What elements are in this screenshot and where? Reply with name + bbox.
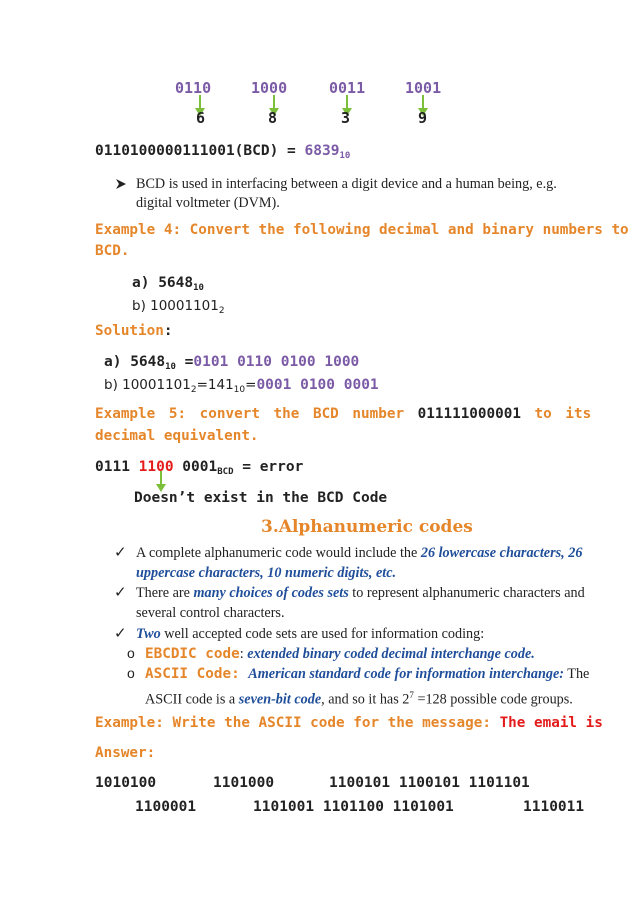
sub2-line-2: ASCII code is a seven-bit code, and so it has $2^7 =128$ possible code groups. bbox=[145, 690, 573, 708]
section-heading: 3.Alphanumeric codes bbox=[261, 517, 473, 537]
bcd-group-3: 0011 bbox=[329, 79, 366, 97]
example5-heading-line-1: Example 5: convert the BCD number 011111000001 to its bbox=[95, 406, 592, 422]
answer-row-2-col-1: 1100001 bbox=[135, 799, 197, 815]
example4-item-a: a) $5648_{10}$ bbox=[132, 275, 204, 293]
check-mark-icon: ✓ bbox=[114, 543, 127, 561]
bcd-group-2: 1000 bbox=[251, 79, 288, 97]
bcd-error-line: 0111 1100 $0001_{BCD}$ = error bbox=[95, 459, 304, 477]
solution-b: b) $10001101_2=141_{10}=0001$ 0100 0001 bbox=[104, 377, 379, 395]
check2-line-2: several control characters. bbox=[136, 605, 285, 621]
bcd-group-4: 1001 bbox=[405, 79, 442, 97]
check3-line-1: Two well accepted code sets are used for information coding: bbox=[136, 626, 485, 642]
answer-row-1-col-2: 1101000 bbox=[213, 775, 275, 791]
circle-bullet-icon: o bbox=[127, 665, 135, 681]
example4-heading-line-1: Example 4: Convert the following decimal and binary numbers to bbox=[95, 222, 629, 238]
check-mark-icon: ✓ bbox=[114, 624, 127, 642]
check-mark-icon: ✓ bbox=[114, 583, 127, 601]
solution-label: Solution: bbox=[95, 323, 173, 339]
sub1-line: EBCDIC code: extended binary coded decimal interchange code. bbox=[145, 646, 535, 662]
solution-a: a) $5648_{10} =0101$ 0110 0100 1000 bbox=[104, 354, 360, 372]
answer-row-1-col-3: 1100101 1100101 1101101 bbox=[329, 775, 530, 791]
bcd-usage-line-2: digital voltmeter (DVM). bbox=[136, 195, 280, 211]
check1-line-1: A complete alphanumeric code would include the 26 lowercase characters, 26 bbox=[136, 545, 583, 561]
example-ascii-heading: Example: Write the ASCII code for the message: The email is bbox=[95, 715, 603, 731]
example4-item-b: b) $10001101_2$ bbox=[132, 298, 225, 316]
decimal-digit-1: 6 bbox=[196, 109, 206, 127]
decimal-digit-2: 8 bbox=[268, 109, 278, 127]
example4-heading-line-2: BCD. bbox=[95, 243, 130, 259]
arrow-bullet-icon bbox=[115, 178, 127, 190]
answer-row-2-col-2: 1101001 1101100 1101001 bbox=[253, 799, 454, 815]
example5-heading-line-2: decimal equivalent. bbox=[95, 428, 259, 444]
bcd-usage-line-1: BCD is used in interfacing between a digit device and a human being, e.g. bbox=[136, 176, 557, 192]
bcd-group-1: 0110 bbox=[175, 79, 212, 97]
bcd-error-note: Doesn’t exist in the BCD Code bbox=[134, 490, 388, 506]
decimal-digit-3: 3 bbox=[341, 109, 351, 127]
circle-bullet-icon: o bbox=[127, 645, 135, 661]
answer-label: Answer: bbox=[95, 745, 156, 761]
check2-line-1: There are many choices of codes sets to represent alphanumeric characters and bbox=[136, 585, 585, 601]
check1-line-2: uppercase characters, 10 numeric digits, etc. bbox=[136, 565, 397, 581]
answer-row-1-col-1: 1010100 bbox=[95, 775, 157, 791]
sub2-line-1: ASCII Code: American standard code for information interchange: The bbox=[145, 666, 590, 682]
decimal-digit-4: 9 bbox=[418, 109, 428, 127]
answer-row-2-col-3: 1110011 bbox=[523, 799, 585, 815]
bcd-result: $0110100000111001(BCD) = 6839_{10}$ bbox=[95, 143, 351, 161]
